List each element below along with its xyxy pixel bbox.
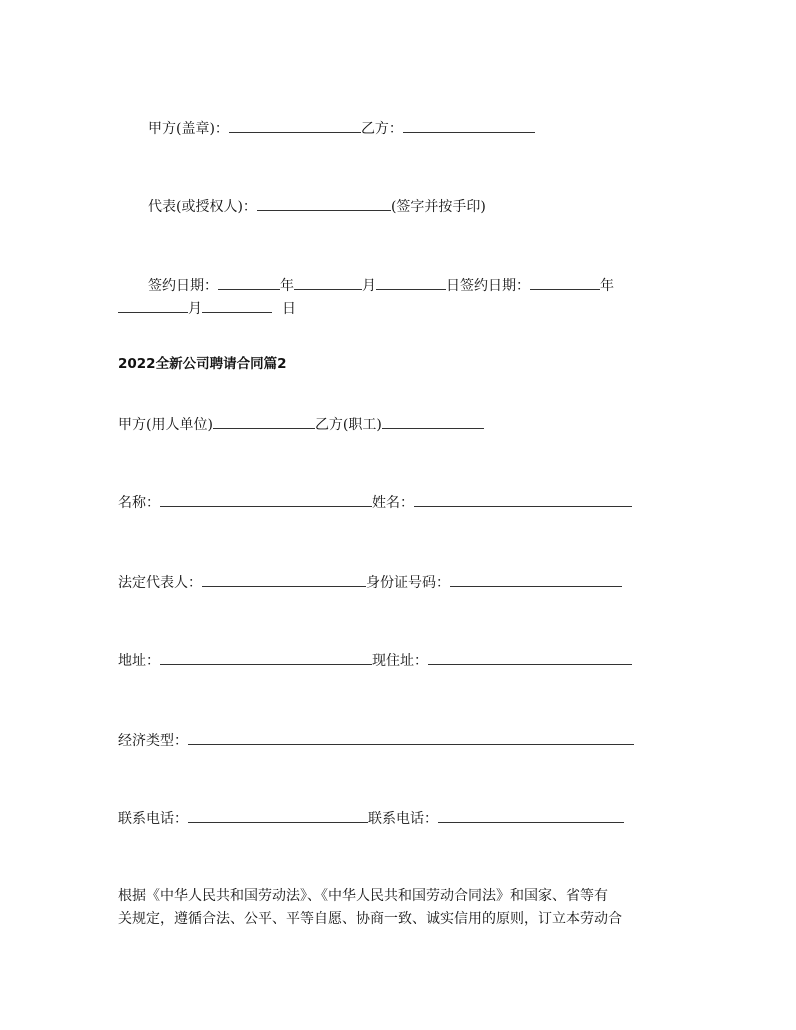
year-blank-a[interactable]: [218, 275, 280, 290]
party-b-label: 乙方：: [360, 121, 403, 137]
year-label-a: 年: [280, 278, 294, 294]
phone-b-label: 联系电话：: [368, 811, 438, 827]
sign-date-line-2: [118, 298, 296, 319]
economic-type-row: [118, 730, 634, 751]
phone-a-label: 联系电话：: [118, 811, 188, 827]
body-paragraph-line-2: 关规定，遵循合法、公平、平等自愿、协商一致、诚实信用的原则，订立本劳动合: [118, 911, 622, 927]
id-number-blank[interactable]: [450, 572, 622, 587]
employee-label: 乙方(职工): [314, 417, 382, 433]
address-blank[interactable]: [160, 650, 372, 665]
sign-date-label-a: 签约日期：: [148, 278, 218, 294]
id-number-label: 身份证号码：: [366, 575, 450, 591]
parties-line: [118, 414, 484, 435]
employer-label: 甲方(用人单位): [118, 417, 213, 433]
phone-row: [118, 808, 624, 829]
day-and-sign-date-label-b: 日签约日期：: [446, 278, 530, 294]
legal-rep-row: [118, 572, 622, 593]
current-address-label: 现住址：: [372, 653, 428, 669]
day-label-b: 日: [282, 301, 296, 317]
sign-date-line-1: [148, 275, 614, 296]
company-name-blank[interactable]: [160, 492, 372, 507]
month-label-b: 月: [188, 301, 202, 317]
party-b-blank[interactable]: [403, 118, 535, 133]
economic-type-label: 经济类型：: [118, 733, 188, 749]
address-row: [118, 650, 632, 671]
month-blank-b[interactable]: [118, 298, 188, 313]
economic-type-blank[interactable]: [188, 730, 634, 745]
day-blank-b[interactable]: [202, 298, 272, 313]
sign-note: (签字并按手印): [390, 199, 486, 215]
day-blank-a[interactable]: [376, 275, 446, 290]
party-a-seal-label: 甲方(盖章)：: [148, 121, 229, 137]
person-name-label: 姓名：: [372, 495, 414, 511]
year-blank-b[interactable]: [530, 275, 600, 290]
representative-label: 代表(或授权人)：: [148, 199, 257, 215]
signature-party-line: [148, 118, 535, 139]
employee-blank[interactable]: [382, 414, 484, 429]
name-row: [118, 492, 632, 513]
section-title: 2022全新公司聘请合同篇2: [118, 356, 287, 372]
legal-rep-label: 法定代表人：: [118, 575, 202, 591]
phone-a-blank[interactable]: [188, 808, 368, 823]
employer-blank[interactable]: [213, 414, 315, 429]
representative-blank[interactable]: [257, 196, 391, 211]
year-label-b: 年: [600, 278, 614, 294]
month-label-a: 月: [362, 278, 376, 294]
body-paragraph-line-1: 根据《中华人民共和国劳动法》、《中华人民共和国劳动合同法》和国家、省等有: [118, 888, 608, 904]
representative-line: [148, 196, 486, 217]
phone-b-blank[interactable]: [438, 808, 624, 823]
address-label: 地址：: [118, 653, 160, 669]
company-name-label: 名称：: [118, 495, 160, 511]
party-a-seal-blank[interactable]: [229, 118, 361, 133]
month-blank-a[interactable]: [294, 275, 362, 290]
legal-rep-blank[interactable]: [202, 572, 366, 587]
current-address-blank[interactable]: [428, 650, 632, 665]
person-name-blank[interactable]: [414, 492, 632, 507]
